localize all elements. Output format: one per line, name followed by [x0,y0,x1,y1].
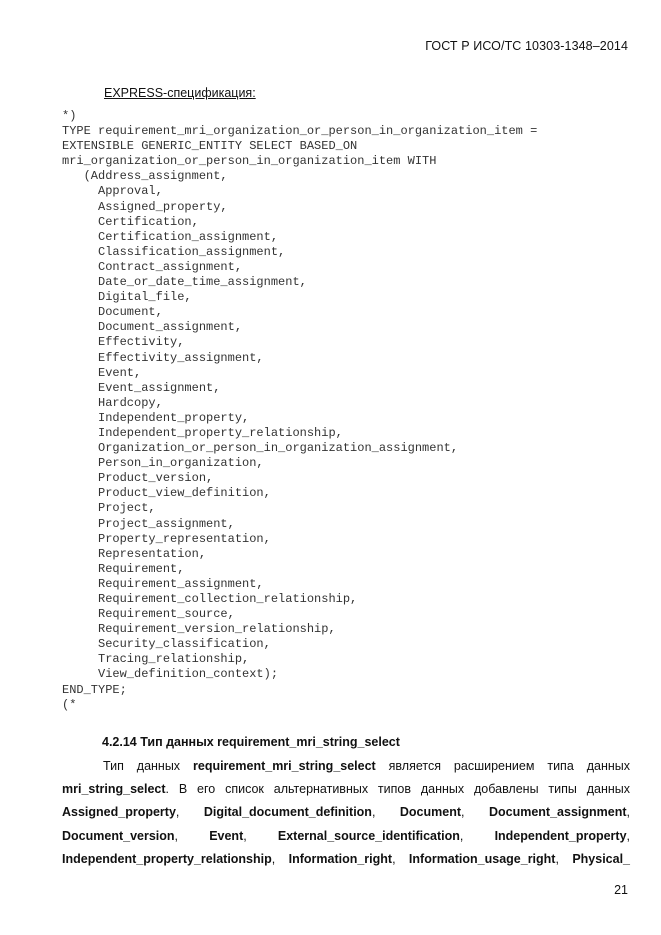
code-line: Organization_or_person_in_organization_assignment, [62,441,459,456]
term-mri-string-select: mri_string_select [62,782,166,797]
term-requirement-mri-string-select: requirement_mri_string_select [193,759,376,773]
code-line: Effectivity_assignment, [62,350,264,365]
code-line: Product_view_definition, [62,486,271,501]
code-line: Date_or_date_time_assignment, [62,275,307,290]
code-line: Contract_assignment, [62,259,243,274]
code-line: Person_in_organization, [62,456,264,471]
paragraph-line-5: Independent_property_relationship, Information_right, Information_usage_right, Physical_ [62,851,630,866]
code-line: Event, [62,365,142,380]
code-line: Requirement_source, [62,607,235,622]
code-line: Classification_assignment, [62,244,286,259]
code-line: Approval, [62,184,163,199]
body-paragraph [62,755,630,871]
document-header: ГОСТ Р ИСО/ТС 10303-1348–2014 [425,39,628,53]
express-spec-title: EXPRESS-спецификация: [104,86,256,100]
code-line: Digital_file, [62,290,192,305]
code-line: Project, [62,501,156,516]
paragraph-line-4: Document_version, Event, External_source_identification, Independent_property, [62,828,631,843]
code-line: (* [62,697,77,712]
code-line: Requirement, [62,561,185,576]
code-line: END_TYPE; [62,682,127,697]
code-line: Effectivity, [62,335,185,350]
code-line: Requirement_version_relationship, [62,622,336,637]
code-line: Assigned_property, [62,199,228,214]
code-line: Tracing_relationship, [62,652,250,667]
code-line: Product_version, [62,471,214,486]
express-code-block [62,109,537,713]
paragraph-line-2: mri_string_select. В его список альтернативных типов данных добавлены типы данных [62,782,630,797]
page-number: 21 [614,883,628,897]
code-line: EXTENSIBLE GENERIC_ENTITY SELECT BASED_ON [62,139,358,154]
code-line: Requirement_collection_relationship, [62,592,358,606]
code-line: Certification_assignment, [62,229,279,244]
code-line: Property_representation, [62,531,271,546]
code-line: Independent_property_relationship, [62,425,343,440]
code-line: Certification, [62,214,199,229]
section-heading: 4.2.14 Тип данных requirement_mri_string_select [102,735,400,749]
code-line: Independent_property, [62,410,250,425]
code-line: Representation, [62,546,207,561]
code-line: (Address_assignment, [62,169,228,184]
code-line: Hardcopy, [62,395,163,410]
code-line: Requirement_assignment, [62,576,264,591]
code-line: *) [62,109,77,123]
code-line: Event_assignment, [62,380,221,395]
paragraph-line-1: Тип данных requirement_mri_string_select является расширением типа данных [103,759,630,773]
code-line: Project_assignment, [62,516,235,531]
code-line: Security_classification, [62,637,271,652]
paragraph-line-3: Assigned_property, Digital_document_definition, Document, Document_assignment, [62,805,630,820]
code-line: TYPE requirement_mri_organization_or_person_in_organization_item = [62,124,538,139]
code-line: Document, [62,305,163,320]
code-line: Document_assignment, [62,320,243,335]
code-line: View_definition_context); [62,667,279,682]
code-line: mri_organization_or_person_in_organization_item WITH [62,154,437,169]
